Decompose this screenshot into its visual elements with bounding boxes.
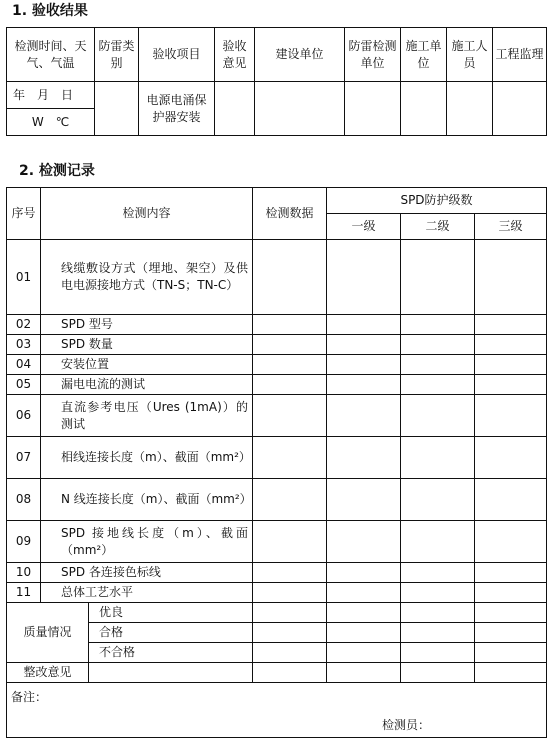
acceptance-item-cell: 电源电涌保护器安装 [139, 82, 215, 136]
header-level3: 三级 [475, 214, 547, 240]
level2-cell[interactable] [401, 521, 475, 563]
level3-cell[interactable] [475, 355, 547, 375]
level3-cell[interactable] [475, 437, 547, 479]
section1-title: 1. 验收结果 [12, 3, 88, 19]
header-construction-unit: 建设单位 [255, 28, 345, 82]
remarks-label: 备注： [11, 690, 48, 704]
level3-cell[interactable] [475, 603, 547, 623]
row-content: SPD 接地线长度（m）、截面（mm²） [41, 521, 253, 563]
level2-cell[interactable] [401, 603, 475, 623]
supervisor-cell[interactable] [493, 82, 547, 136]
table-row [7, 240, 547, 315]
data-cell[interactable] [253, 355, 327, 375]
quality-row [7, 603, 547, 623]
level1-cell[interactable] [327, 563, 401, 583]
level2-cell[interactable] [401, 583, 475, 603]
acceptance-opinion-cell[interactable] [215, 82, 255, 136]
row-content: 漏电电流的测试 [41, 375, 253, 395]
row-no: 02 [7, 315, 41, 335]
table-row [7, 583, 547, 603]
table-row [7, 395, 547, 437]
row-no: 01 [7, 240, 41, 315]
data-cell[interactable] [253, 663, 327, 683]
row-no: 06 [7, 395, 41, 437]
row-no: 09 [7, 521, 41, 563]
level3-cell[interactable] [475, 643, 547, 663]
row-no: 04 [7, 355, 41, 375]
level1-cell[interactable] [327, 583, 401, 603]
data-cell[interactable] [253, 375, 327, 395]
table-row [7, 315, 547, 335]
level3-cell[interactable] [475, 521, 547, 563]
table-row [7, 335, 547, 355]
header-spd-levels: SPD防护级数 [327, 188, 547, 214]
header-no: 序号 [7, 188, 41, 240]
level1-cell[interactable] [327, 395, 401, 437]
level2-cell[interactable] [401, 355, 475, 375]
level1-cell[interactable] [327, 643, 401, 663]
header-acceptance-item: 验收项目 [139, 28, 215, 82]
inspector-label: 检测员： [382, 718, 431, 732]
builder-unit-cell[interactable] [401, 82, 447, 136]
rectify-label: 整改意见 [7, 663, 89, 683]
header-content: 检测内容 [41, 188, 253, 240]
data-cell[interactable] [253, 623, 327, 643]
level3-cell[interactable] [475, 663, 547, 683]
row-content: 直流参考电压（Ures (1mA)）的测试 [41, 395, 253, 437]
row-content: SPD 型号 [41, 315, 253, 335]
table-row [7, 521, 547, 563]
row-content: SPD 各连接色标线 [41, 563, 253, 583]
data-cell[interactable] [253, 563, 327, 583]
data-cell[interactable] [253, 315, 327, 335]
level2-cell[interactable] [401, 375, 475, 395]
data-cell[interactable] [253, 603, 327, 623]
data-cell[interactable] [253, 395, 327, 437]
row-no: 08 [7, 479, 41, 521]
quality-option-pass[interactable]: 合格 [89, 623, 253, 643]
data-cell[interactable] [253, 479, 327, 521]
level2-cell[interactable] [401, 563, 475, 583]
data-cell[interactable] [253, 437, 327, 479]
level2-cell[interactable] [401, 663, 475, 683]
row-content: N 线连接长度（m）、截面（mm²） [41, 479, 253, 521]
quality-option-fail[interactable]: 不合格 [89, 643, 253, 663]
level2-cell[interactable] [401, 315, 475, 335]
table-row [7, 479, 547, 521]
level2-cell[interactable] [401, 643, 475, 663]
data-cell[interactable] [253, 643, 327, 663]
header-lightning-class: 防雷类别 [95, 28, 139, 82]
level1-cell[interactable] [327, 623, 401, 643]
level1-cell[interactable] [327, 375, 401, 395]
header-data: 检测数据 [253, 188, 327, 240]
level1-cell[interactable] [327, 663, 401, 683]
row-no: 03 [7, 335, 41, 355]
data-cell[interactable] [253, 240, 327, 315]
level3-cell[interactable] [475, 375, 547, 395]
header-time-weather: 检测时间、天气、气温 [7, 28, 95, 82]
weather-cell[interactable]: W ℃ [7, 109, 95, 136]
table-row [7, 375, 547, 395]
header-builder-person: 施工人员 [447, 28, 493, 82]
level3-cell[interactable] [475, 563, 547, 583]
level2-cell[interactable] [401, 240, 475, 315]
data-cell[interactable] [253, 521, 327, 563]
level3-cell[interactable] [475, 240, 547, 315]
row-no: 11 [7, 583, 41, 603]
level1-cell[interactable] [327, 603, 401, 623]
data-cell[interactable] [253, 335, 327, 355]
row-content: 线缆敷设方式（埋地、架空）及供电电源接地方式（TN-S；TN-C） [41, 240, 253, 315]
level2-cell[interactable] [401, 623, 475, 643]
quality-label: 质量情况 [7, 603, 89, 663]
row-content: 总体工艺水平 [41, 583, 253, 603]
rectify-cell[interactable] [89, 663, 253, 683]
remarks-cell[interactable] [7, 683, 547, 738]
header-acceptance-opinion: 验收意见 [215, 28, 255, 82]
construction-unit-cell[interactable] [255, 82, 345, 136]
table-row [7, 563, 547, 583]
level3-cell[interactable] [475, 583, 547, 603]
level3-cell[interactable] [475, 623, 547, 643]
level1-cell[interactable] [327, 315, 401, 335]
level2-cell[interactable] [401, 395, 475, 437]
row-content: 安装位置 [41, 355, 253, 375]
builder-person-cell[interactable] [447, 82, 493, 136]
level1-cell[interactable] [327, 521, 401, 563]
inspection-unit-cell[interactable] [345, 82, 401, 136]
level1-cell[interactable] [327, 335, 401, 355]
header-inspection-unit: 防雷检测单位 [345, 28, 401, 82]
acceptance-result-table [6, 27, 547, 136]
date-cell[interactable]: 年 月 日 [7, 82, 95, 109]
table-row [7, 355, 547, 375]
row-content: SPD 数量 [41, 335, 253, 355]
level2-cell[interactable] [401, 437, 475, 479]
level1-cell[interactable] [327, 479, 401, 521]
level1-cell[interactable] [327, 240, 401, 315]
level3-cell[interactable] [475, 315, 547, 335]
level1-cell[interactable] [327, 355, 401, 375]
inspection-record-table [6, 187, 547, 738]
header-supervisor: 工程监理 [493, 28, 547, 82]
level1-cell[interactable] [327, 437, 401, 479]
header-builder-unit: 施工单位 [401, 28, 447, 82]
row-no: 07 [7, 437, 41, 479]
level3-cell[interactable] [475, 335, 547, 355]
lightning-class-cell[interactable] [95, 82, 139, 136]
remarks-row [7, 683, 547, 738]
level3-cell[interactable] [475, 395, 547, 437]
row-no: 10 [7, 563, 41, 583]
row-content: 相线连接长度（m）、截面（mm²） [41, 437, 253, 479]
level2-cell[interactable] [401, 479, 475, 521]
header-level2: 二级 [401, 214, 475, 240]
rectify-row [7, 663, 547, 683]
table-row [7, 437, 547, 479]
row-no: 05 [7, 375, 41, 395]
section2-title: 2. 检测记录 [19, 163, 95, 179]
level3-cell[interactable] [475, 479, 547, 521]
quality-option-good[interactable]: 优良 [89, 603, 253, 623]
data-cell[interactable] [253, 583, 327, 603]
level2-cell[interactable] [401, 335, 475, 355]
header-level1: 一级 [327, 214, 401, 240]
